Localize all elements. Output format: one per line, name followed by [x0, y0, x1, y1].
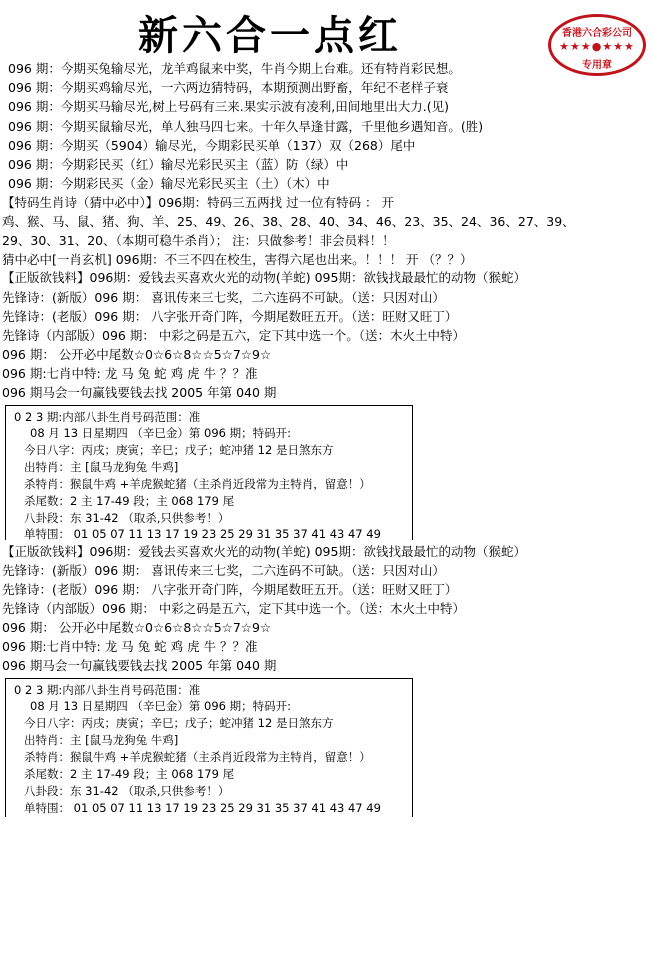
box-line: 出特肖：主 [鼠马龙狗兔 牛鸡] [24, 460, 179, 474]
tail-numbers: 096 期： 公开必中尾数☆0☆6☆8☆☆5☆7☆9☆ [2, 347, 272, 362]
prediction-line: 096 期：今期彩民买（金）输尽光彩民买主（土）（木）中 [8, 176, 330, 191]
number-list: 鸡、猴、马、鼠、猪、狗、羊、25、49、26、38、28、40、34、46、23、35、24、36、27、39、 [2, 214, 575, 229]
box-line: 单特围： 01 05 07 11 13 17 19 23 25 29 31 35 37 41 43 47 49 [24, 527, 381, 541]
box-line: 八卦段：东 31-42 （取杀,只供参考！） [24, 511, 230, 525]
number-list: 29、30、31、20、（本期可稳牛杀肖）； 注：只做参考！非会员料！！ [2, 233, 395, 248]
box-line: 08 月 13 日星期四 （辛巳金）第 096 期；特码开: [30, 426, 292, 440]
pioneer-poem-internal: 先锋诗（内部版）096 期： 中彩之码是五六，定下其中选一个。（送：木火土中特） [2, 328, 466, 343]
box-line: 杀尾数：2 主 17-49 段；主 068 179 尾 [24, 767, 235, 781]
prediction-line: 096 期：今期买马输尽光,树上号码有三来.果实示波有凌利,田间地里出大力.(见) [8, 99, 449, 114]
prediction-line: 096 期：今期买（5904）输尽光，今期彩民买单（137）双（268）尾中 [8, 138, 416, 153]
box-line: 今日八字：丙戌；庚寅；辛巳；戊子；蛇冲猪 12 是日煞东方 [24, 716, 334, 730]
company-seal [548, 14, 646, 76]
money-clue: 【正版欲钱料】096期：爱钱去买喜欢火光的动物(羊蛇) 095期：欲钱找最最忙的动物（猴蛇） [2, 270, 526, 285]
box-line: 八卦段：东 31-42 （取杀,只供参考！） [24, 784, 230, 798]
bagua-box [5, 405, 413, 540]
pioneer-poem-internal: 先锋诗（内部版）096 期： 中彩之码是五六，定下其中选一个。（送：木火土中特） [2, 601, 466, 616]
jockey-club-line: 096 期马会一句赢钱要钱去找 2005 年第 040 期 [2, 658, 277, 673]
prediction-line: 096 期：今期买鸡输尽光，一六两边猜特码，本期预测出野畜，年纪不老样子衰 [8, 80, 449, 95]
seven-zodiacs: 096 期:七肖中特: 龙 马 兔 蛇 鸡 虎 牛 ？？准 [2, 366, 258, 381]
box-line: 出特肖：主 [鼠马龙狗兔 牛鸡] [24, 733, 179, 747]
seven-zodiacs: 096 期:七肖中特: 龙 马 兔 蛇 鸡 虎 牛 ？？准 [2, 639, 258, 654]
prediction-line: 096 期：今期买兔输尽光，龙羊鸡鼠来中奖，牛肖今期上台难。还有特肖彩民想。 [8, 61, 461, 76]
box-line: 08 月 13 日星期四 （辛巳金）第 096 期；特码开: [30, 699, 292, 713]
seal-stars: ★★★●★★★ [559, 40, 635, 53]
box-line: 杀尾数：2 主 17-49 段；主 068 179 尾 [24, 494, 235, 508]
box-line: 单特围： 01 05 07 11 13 17 19 23 25 29 31 35 37 41 43 47 49 [24, 801, 381, 815]
seal-sub-text: 专用章 [582, 60, 612, 71]
box-line: 0 2 3 期:内部八卦生肖号码范围：准 [14, 410, 201, 424]
money-clue: 【正版欲钱料】096期：爱钱去买喜欢火光的动物(羊蛇) 095期：欲钱找最最忙的动物（猴蛇） [2, 544, 526, 559]
page-title: 新六合一点红 [138, 12, 402, 59]
pioneer-poem-old: 先锋诗：(老版）096 期： 八字张开奇门阵，今期尾数旺五开。（送：旺财又旺丁） [2, 582, 458, 597]
pioneer-poem-new: 先锋诗：(新版）096 期： 喜讯传来三七奖，二六连码不可缺。（送：只因对山） [2, 563, 445, 578]
tail-numbers: 096 期： 公开必中尾数☆0☆6☆8☆☆5☆7☆9☆ [2, 620, 272, 635]
box-line: 杀特肖：猴鼠牛鸡 +羊虎猴蛇猪（主杀肖近段常为主特肖，留意！） [24, 750, 371, 764]
prediction-line: 096 期：今期彩民买（红）输尽光彩民买主（蓝）防（绿）中 [8, 157, 349, 172]
riddle-line: 猜中必中[一肖玄机] 096期：不三不四在校生，害得六尾也出来。！！！ 开 （？？） [2, 252, 473, 267]
box-line: 0 2 3 期:内部八卦生肖号码范围：准 [14, 683, 201, 697]
prediction-line: 096 期：今期买鼠输尽光，单人独马四七来。十年久旱逢甘露，千里他乡遇知音。(胜) [8, 119, 484, 134]
box-line: 杀特肖：猴鼠牛鸡 +羊虎猴蛇猪（主杀肖近段常为主特肖，留意！） [24, 477, 371, 491]
special-code-poem: 【特码生肖诗（猜中必中）】096期：特码三五两找 过一位有特码 ： 开 [2, 195, 395, 210]
pioneer-poem-old: 先锋诗：(老版）096 期： 八字张开奇门阵，今期尾数旺五开。（送：旺财又旺丁） [2, 309, 458, 324]
box-line: 今日八字：丙戌；庚寅；辛巳；戊子；蛇冲猪 12 是日煞东方 [24, 443, 334, 457]
seal-arc-text: 香港六合彩公司 [562, 28, 632, 39]
bagua-box [5, 678, 413, 817]
pioneer-poem-new: 先锋诗：(新版）096 期： 喜讯传来三七奖，二六连码不可缺。（送：只因对山） [2, 290, 445, 305]
jockey-club-line: 096 期马会一句赢钱要钱去找 2005 年第 040 期 [2, 385, 277, 400]
